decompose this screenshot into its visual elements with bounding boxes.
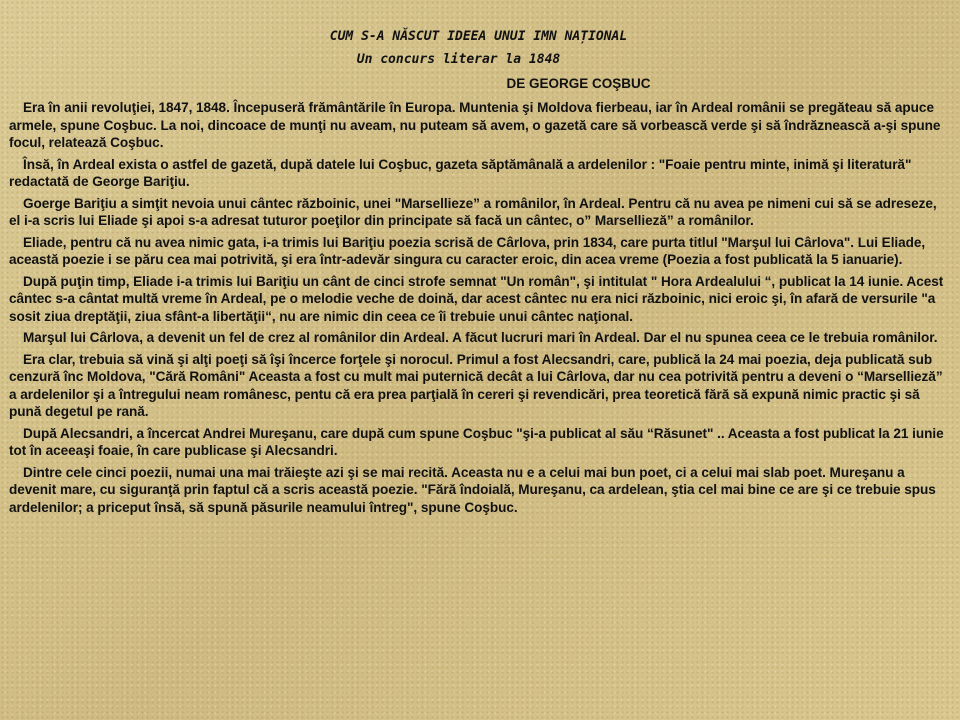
paragraph: Goerge Bariţiu a simţit nevoia unui cântec războinic, unei "Marsellieze” a românilor, în Ardeal. Pentru că nu avea pe nimeni cui să se adreseze, el i-a scris lui Eliade şi apoi s-a adresat tuturor poeţilor din principate să facă un cântec, o” Marsellieză” a românilor.	[9, 195, 937, 228]
paragraph: Eliade, pentru că nu avea nimic gata, i-a trimis lui Bariţiu poezia scrisă de Cârlova, prin 1834, care purta titlul "Marşul lui Cârlova". Lui Eliade, această poezie i se păru cea mai potrivită, şi era într-adevăr singura cu caracter eroic, din acea vreme (Poezia a fost publicată la 5 ianuarie).	[9, 234, 926, 267]
paragraph: După Alecsandri, a încercat Andrei Mureşanu, care după cum spune Coşbuc "şi-a publicat al său “Răsunet" .. Aceasta a fost publicat la 21 iunie tot în aceeaşi foaie, în care publicase şi Alecsandri.	[9, 425, 944, 458]
paragraph: Dintre cele cinci poezii, numai una mai trăieşte azi şi se mai recită. Aceasta nu e a celui mai bun poet, ci a celui mai slab poet. Mureşanu a devenit mare, cu siguranţă prin faptul că a scris această poezie. "Fără îndoială, Mureşanu, ca ardelean, ştia cel mai bine ce are şi ce trebuie spus ardelenilor; a priceput însă, să spună păsurile neamului întreg", spune Coşbuc.	[9, 464, 936, 515]
paragraph: Însă, în Ardeal exista o astfel de gazetă, după datele lui Coşbuc, gazeta săptămânală a ardelenilor : "Foaie pentru minte, inimă şi literatură" redactată de George Bariţiu.	[9, 156, 912, 189]
author-line: DE GEORGE COŞBUC	[506, 76, 651, 91]
article-body	[9, 99, 948, 516]
paragraph: După puţin timp, Eliade i-a trimis lui Bariţiu un cânt de cinci strofe semnat "Un român", şi intitulat " Hora Ardealului “, publicat la 14 iunie. Acest cântec s-a cântat multă vreme în Ardeal, pe o melodie veche de doină, dar acest cântec nu era nici războinic, nici eroic şi, în afară de versurile "a sosit ziua dreptăţii, ziua sfânt-a libertăţii“, nu are nimic din ceea ce îi trebuie unui cântec naţional.	[9, 273, 944, 324]
page-subtitle: Un concurs literar la 1848	[356, 52, 561, 67]
paragraph: Era în anii revoluţiei, 1847, 1848. Începuseră frământările în Europa. Muntenia şi Moldova fierbeau, iar în Ardeal românii se pregăteau să apuce armele, spune Coşbuc. La noi, dincoace de munţi nu aveam, nu puteam să avem, o gazetă care să vorbească verde şi să îndrăznească a-şi spune focul, relatează Coşbuc.	[9, 100, 941, 150]
paragraph: Era clar, trebuia să vină şi alţi poeţi să îşi încerce forţele şi norocul. Primul a fost Alecsandri, care, publică la 24 mai poezia, deja publicată sub cenzură înc Moldova, "Cără Români" Aceasta a fost cu mult mai puternică decât a lui Cârlova, dar nu cea potrivită pentru a deveni o “Marsellieză” a ardelenilor şi a întregului neam românesc, pentu că era prea parţială în cereri şi revendicări, prea teoretică fără să expună nimic practic şi să pună degetul pe rană.	[9, 351, 943, 419]
paragraph: Marşul lui Cârlova, a devenit un fel de crez al românilor din Ardeal. A făcut lucruri mari în Ardeal. Dar el nu spunea ceea ce le trebuia românilor.	[23, 330, 938, 345]
page-title: CUM S-A NĂSCUT IDEEA UNUI IMN NAȚIONAL	[329, 29, 628, 44]
